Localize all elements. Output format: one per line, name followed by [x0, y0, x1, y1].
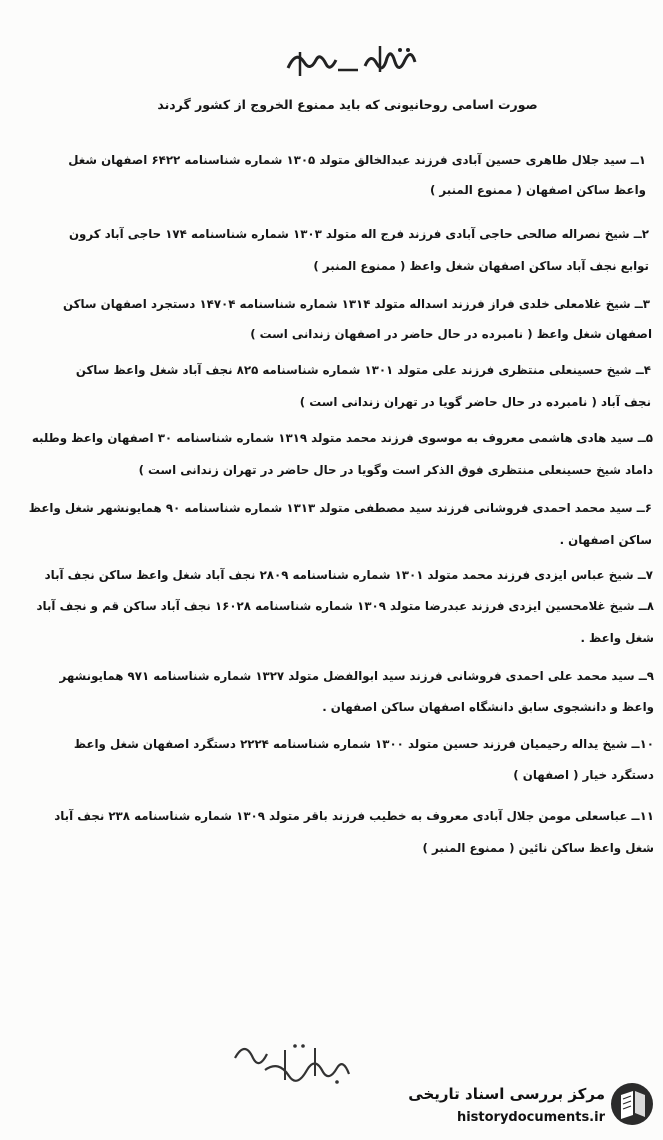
watermark-url-text: historydocuments.ir	[456, 1110, 605, 1125]
entry-9-line-1: ۹ــ سید محمد علی احمدی فروشانی فرزند سید ابوالفضل متولد ۱۳۲۷ شماره شناسنامه ۹۷۱ همایونشهر	[59, 669, 654, 683]
entry-2-line-2: توابع نجف آباد ساکن اصفهان شغل واعظ ( ممنوع المنبر )	[313, 259, 649, 273]
signature-handwriting	[225, 1030, 385, 1100]
entry-4-line-2: نجف آباد ( نامبرده در حال حاضر گویا در تهران زندانی است )	[299, 395, 651, 409]
watermark-logo	[370, 1075, 663, 1140]
entry-9-line-2: واعظ و دانشجوی سابق دانشگاه اصفهان ساکن اصفهان .	[322, 700, 654, 714]
entry-4-line-1: ۴ــ شیخ حسینعلی منتظری فرزند علی متولد ۱۳۰۱ شماره شناسنامه ۸۲۵ نجف آباد شغل واعظ ساکن	[75, 363, 651, 377]
entry-6-line-1: ۶ــ سید محمد احمدی فروشانی فرزند سید مصطفی متولد ۱۳۱۳ شماره شناسنامه ۹۰ همایونشهر شغل واعظ	[28, 501, 652, 515]
entry-7-line-1: ۷ــ شیخ عباس ایزدی فرزند محمد متولد ۱۳۰۱ شماره شناسنامه ۲۸۰۹ نجف آباد شغل واعظ ساکن نجف آباد	[44, 568, 653, 582]
entry-1-line-2: واعظ ساکن اصفهان ( ممنوع المنبر )	[429, 183, 646, 197]
entry-3-line-2: اصفهان شغل واعظ ( نامبرده در حال حاضر در اصفهان زندانی است )	[250, 327, 652, 341]
entry-10-line-1: ۱۰ــ شیخ یداله رحیمیان فرزند حسین متولد ۱۳۰۰ شماره شناسنامه ۲۲۲۴ دستگرد اصفهان شغل واعظ	[73, 737, 654, 751]
entry-5-line-1: ۵ــ سید هادی هاشمی معروف به موسوی فرزند محمد متولد ۱۳۱۹ شماره شناسنامه ۳۰ اصفهان واعظ وطلبه	[31, 431, 653, 445]
entry-5-line-2: داماد شیخ حسینعلی منتظری فوق الذکر است وگویا در حال حاضر در تهران زندانی است )	[138, 463, 653, 477]
entry-10-line-2: دستگرد خیار ( اصفهان )	[513, 768, 654, 782]
document-subtitle: صورت اسامی روحانیونی که باید ممنوع الخروج از کشور گردند	[157, 97, 538, 112]
entry-11-line-1: ۱۱ــ عباسعلی مومن جلال آبادی معروف به خطیب فرزند باقر متولد ۱۳۰۹ شماره شناسنامه ۲۳۸ نجف آباد	[54, 809, 654, 823]
entry-8-line-1: ۸ــ شیخ غلامحسین ایزدی فرزند عبدرضا متولد ۱۳۰۹ شماره شناسنامه ۱۶۰۲۸ نجف آباد ساکن قم و نجف آباد	[36, 599, 654, 613]
entry-3-line-1: ۳ــ شیخ غلامعلی خلدی فراز فرزند اسداله متولد ۱۳۱۴ شماره شناسنامه ۱۴۷۰۴ دستجرد اصفهان ساکن	[63, 297, 650, 311]
entry-1-line-1: ۱ــ سید جلال طاهری حسین آبادی فرزند عبدالخالق متولد ۱۳۰۵ شماره شناسنامه ۶۴۲۲ اصفهان شغل	[68, 153, 646, 167]
header-handwriting	[280, 40, 430, 90]
entry-2-line-1: ۲ــ شیخ نصراله صالحی حاجی آبادی فرزند فرج اله متولد ۱۳۰۳ شماره شناسنامه ۱۷۴ حاجی آباد کرون	[68, 227, 649, 241]
entry-11-line-2: شغل واعظ ساکن نائین ( ممنوع المنبر )	[422, 841, 654, 855]
entry-6-line-2: ساکن اصفهان .	[559, 533, 652, 547]
entry-8-line-2: شغل واعظ .	[580, 631, 654, 645]
book-pages-logo-icon	[609, 1081, 655, 1127]
watermark-brand-text: مرکز بررسی اسناد تاریخی	[408, 1085, 605, 1103]
